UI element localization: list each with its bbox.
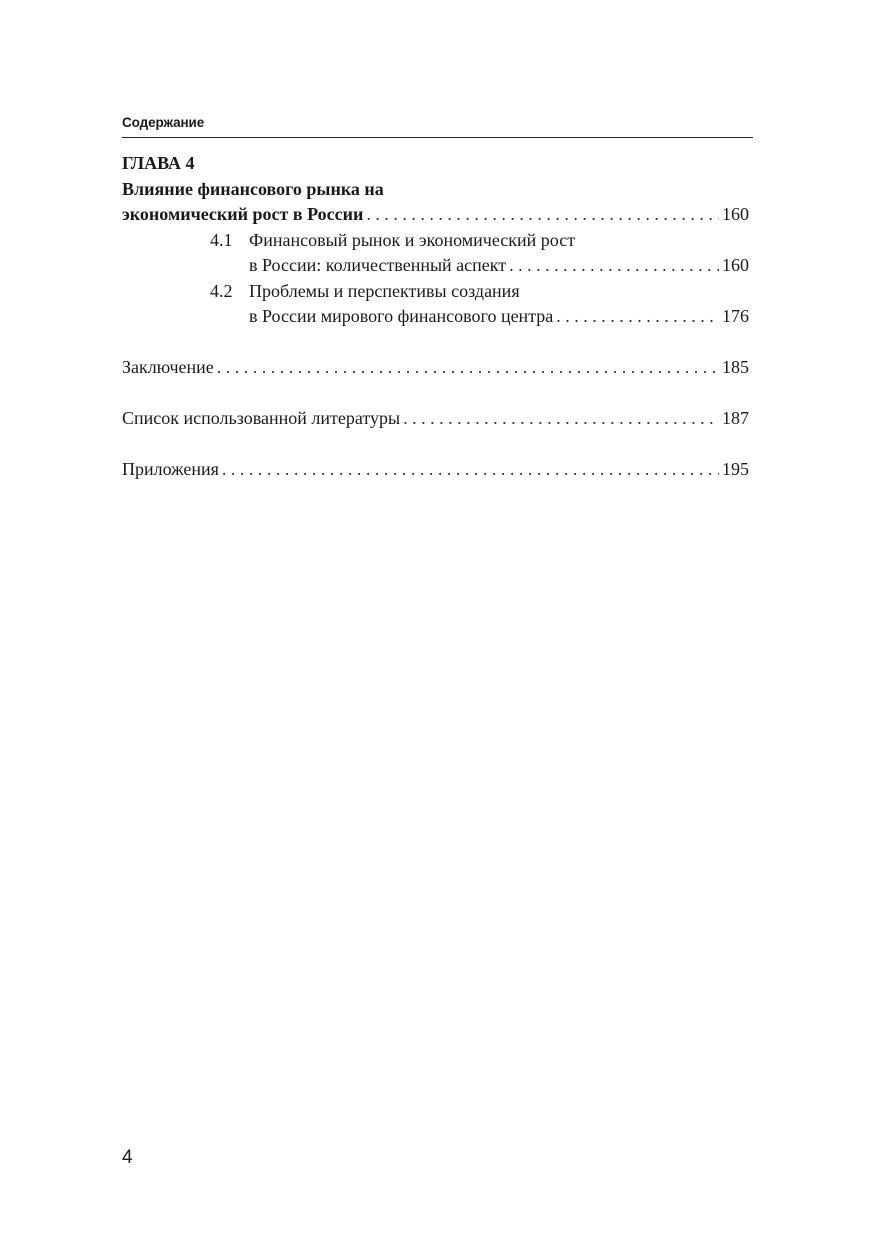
entry-page-number: 185	[722, 357, 749, 377]
chapter-title-text: экономический рост в России	[122, 204, 364, 224]
entry-title: Список использованной литературы	[122, 408, 401, 428]
dot-leader	[217, 355, 719, 381]
section-number: 4.1	[210, 229, 233, 250]
header-rule	[122, 137, 753, 138]
section-entry[interactable]	[122, 279, 749, 330]
dot-leader	[222, 457, 719, 483]
section-number: 4.2	[210, 280, 233, 301]
chapter-page-number: 160	[722, 204, 749, 224]
dot-leader	[556, 304, 719, 330]
section-page-number: 176	[722, 306, 749, 326]
entry-title: Приложения	[122, 459, 219, 479]
entry-title: Заключение	[122, 357, 214, 377]
section-title-line2: в России мирового финансового центра	[249, 306, 554, 326]
section-entry[interactable]	[122, 228, 749, 279]
section-title-line2: в России: количественный аспект	[249, 255, 507, 275]
section-title-line1: Проблемы и перспективы создания	[249, 280, 520, 301]
dot-leader	[403, 406, 719, 432]
entry-page-number: 195	[722, 459, 749, 479]
entry-page-number: 187	[722, 408, 749, 428]
dot-leader	[366, 202, 719, 228]
toc-entry-appendices[interactable]	[122, 457, 749, 483]
table-of-contents	[122, 151, 749, 483]
page-number: 4	[122, 1147, 133, 1168]
chapter-title-line2[interactable]	[122, 202, 749, 228]
running-head: Содержание	[122, 115, 205, 130]
chapter-label: ГЛАВА 4	[122, 153, 195, 173]
dot-leader	[509, 253, 719, 279]
toc-entry-references[interactable]	[122, 406, 749, 432]
section-page-number: 160	[722, 255, 749, 275]
toc-entry-conclusion[interactable]	[122, 355, 749, 381]
chapter-title-line1: Влияние финансового рынка на	[122, 178, 384, 199]
section-title-line1: Финансовый рынок и экономический рост	[249, 229, 576, 250]
